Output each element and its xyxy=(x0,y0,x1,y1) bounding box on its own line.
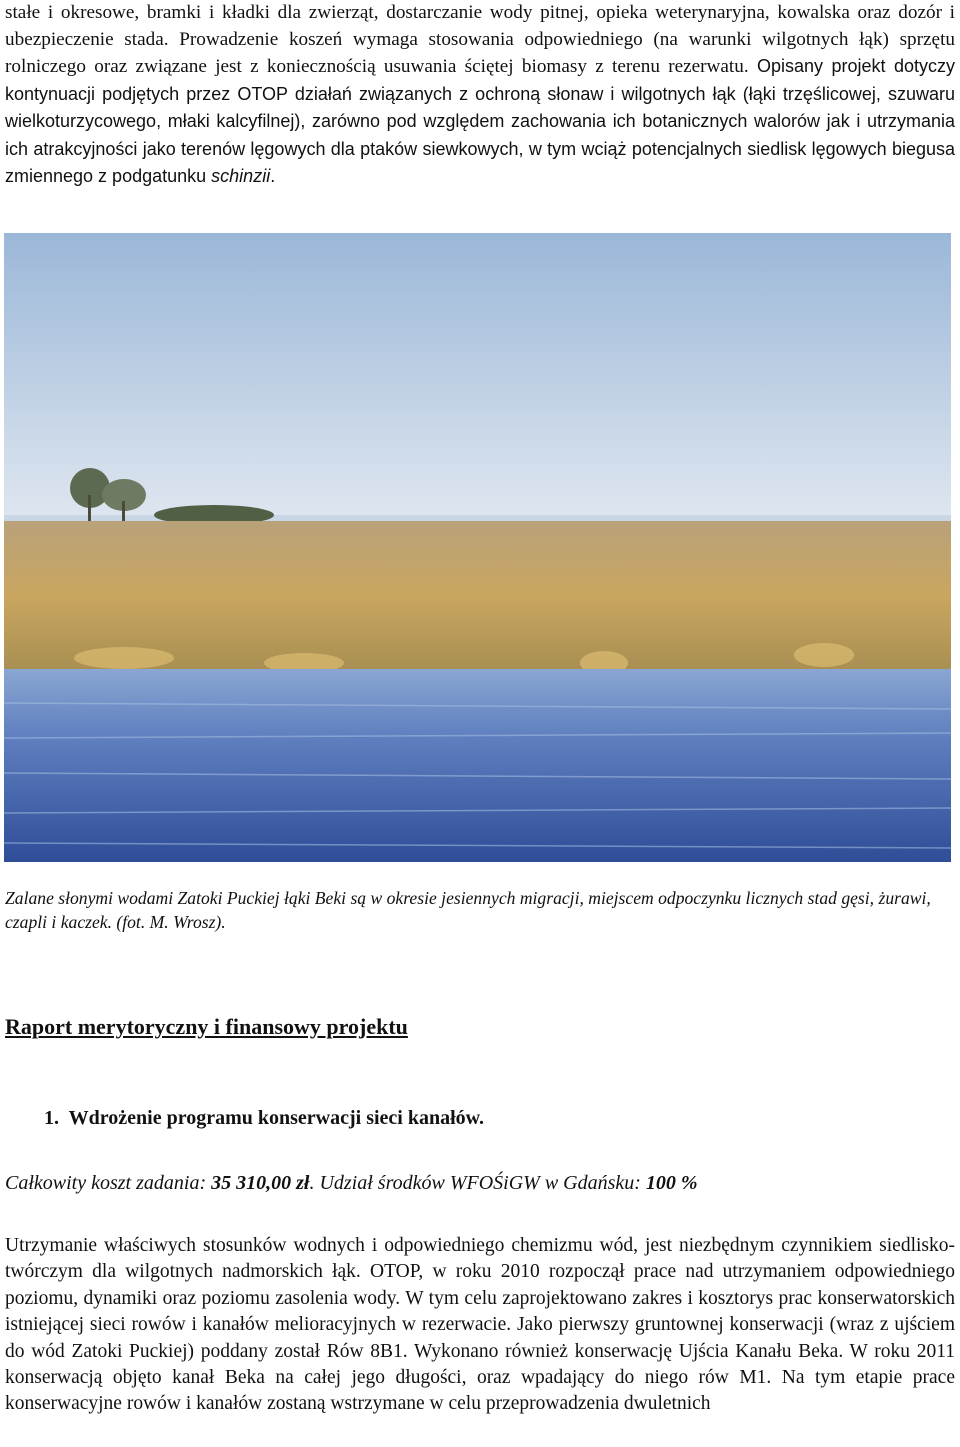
cost-line xyxy=(5,1172,698,1195)
intro-text-serif: stałe i okresowe, bramki i kładki dla zwierząt, dostarczanie wody pitnej, opieka weterynaryjna, kowalska oraz dozór i ubezpieczenie stada. Prowadzenie koszeń wymaga stosowania odpowiedniego (na warunki wilgotnych łąk) sprzętu rolniczego oraz związane jest z koniecznością usuwania ściętej biomasy z terenu rezerwatu. xyxy=(5,2,955,77)
photo-caption: Zalane słonymi wodami Zatoki Puckiej łąki Beki są w okresie jesiennych migracji, miejscem odpoczynku licznych stad gęsi, żurawi, czapli i kaczek. (fot. M. Wrosz). xyxy=(5,888,931,932)
body-paragraph: Utrzymanie właściwych stosunków wodnych i odpowiedniego chemizmu wód, jest niezbędnym czynnikiem siedlisko-twórczym dla wilgotnych nadmorskich łąk. OTOP, w roku 2010 rozpoczął prace nad utrzymaniem odpowiedniego poziomu, dynamiki oraz poziomu zasolenia wody. W tym celu zaprojektowano zakres i kosztorys prac konserwatorskich istniejącej sieci rowów i kanałów melioracyjnych w rezerwacie. Jako pierwszy gruntownej konserwacji (wraz z ujściem do wód Zatoki Puckiej) poddany został Rów 8B1. Wykonano również konserwację Ujścia Kanału Beka. W roku 2011 konserwacją objęto kanał Beka na całej jego długości, oraz wpadający do niego rów M1. Na tym etapie prace konserwacyjne rowów i kanałów zostaną wstrzymane w celu przeprowadzenia dwuletnich xyxy=(5,1235,955,1415)
flooded-water xyxy=(4,669,951,862)
section-1-title: Wdrożenie programu konserwacji sieci kanałów. xyxy=(68,1107,485,1129)
cost-share-value: 100 % xyxy=(645,1172,698,1194)
cost-label: Całkowity koszt zadania: xyxy=(5,1172,207,1194)
intro-end-punct: . xyxy=(270,166,276,186)
species-term: schinzii xyxy=(211,166,271,186)
cost-share-label: . Udział środków WFOŚiGW w Gdańsku: xyxy=(309,1172,641,1194)
wetland-photo xyxy=(4,233,951,862)
section-1-heading xyxy=(44,1107,484,1130)
report-heading: Raport merytoryczny i finansowy projektu xyxy=(5,1014,408,1039)
cost-amount: 35 310,00 zł xyxy=(211,1172,310,1194)
intro-paragraph xyxy=(5,0,955,191)
intro-sans-body: Opisany projekt dotyczy kontynuacji podjętych przez OTOP działań związanych z ochroną słonaw i wilgotnych łąk (łąki trzęślicowej, szuwaru wielkoturzycowego, młaki kalcyfilnej), zarówno pod względem zachowania ich botanicznych walorów jak i utrzymania ich atrakcyjności jako terenów lęgowych dla ptaków siewkowych, w tym wciąż potencjalnych siedlisk lęgowych biegusa zmiennego z podgatunku xyxy=(5,56,955,186)
sky xyxy=(4,233,951,523)
section-1-number: 1. xyxy=(44,1107,59,1129)
